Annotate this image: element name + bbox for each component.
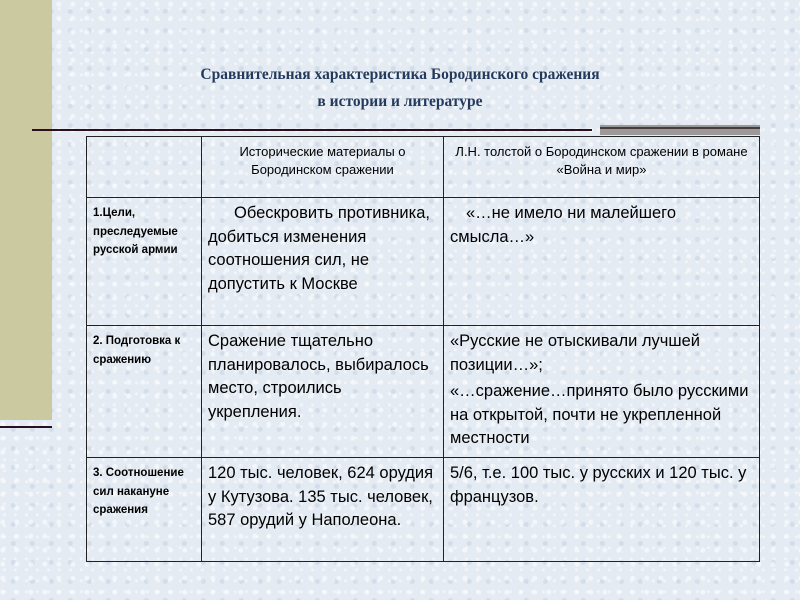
- row-label-preparation: 2. Подготовка к сражению: [87, 326, 202, 458]
- header-history: Исторические материалы о Бородинском сражении: [202, 137, 444, 198]
- table-row: [87, 458, 760, 562]
- comparison-table: [86, 136, 760, 562]
- header-novel: Л.Н. толстой о Бородинском сражении в романе «Война и мир»: [444, 137, 760, 198]
- cell-novel-goals: [444, 198, 760, 326]
- cell-novel-goals-text: «…не имело ни малейшего смысла…»: [450, 204, 677, 246]
- table-row: [87, 326, 760, 458]
- table-row: [87, 198, 760, 326]
- cell-novel-preparation-p1: «Русские не отыскивали лучшей позиции…»;: [450, 332, 701, 374]
- cell-history-preparation: Сражение тщательно планировалось, выбиралось место, строились укрепления.: [202, 326, 444, 458]
- slide-title-line2: в истории и литературе: [317, 93, 483, 110]
- table-header-row: [87, 137, 760, 198]
- row-label-forces: 3. Соотношение сил накануне сражения: [87, 458, 202, 562]
- cell-novel-preparation-p2: «…сражение…принято было русскими на открытой, почти не укрепленной местности: [450, 382, 749, 447]
- decorative-side-bar: [0, 0, 52, 420]
- slide-title-line1: Сравнительная характеристика Бородинского сражения: [200, 66, 600, 83]
- decorative-top-line: [32, 129, 592, 131]
- cell-history-goals-text: Обескровить противника, добиться изменения соотношения сил, не допустить к Москве: [208, 204, 430, 293]
- header-empty-cell: [87, 137, 202, 198]
- cell-novel-forces: 5/6, т.е. 100 тыс. у русских и 120 тыс. у французов.: [444, 458, 760, 562]
- decorative-side-line: [0, 426, 52, 428]
- decorative-right-block: [600, 125, 760, 135]
- cell-history-forces: 120 тыс. человек, 624 орудия у Кутузова. 135 тыс. человек, 587 орудий у Наполеона.: [202, 458, 444, 562]
- row-label-goals: 1.Цели, преследуемые русской армии: [87, 198, 202, 326]
- cell-history-goals: [202, 198, 444, 326]
- cell-novel-preparation: [444, 326, 760, 458]
